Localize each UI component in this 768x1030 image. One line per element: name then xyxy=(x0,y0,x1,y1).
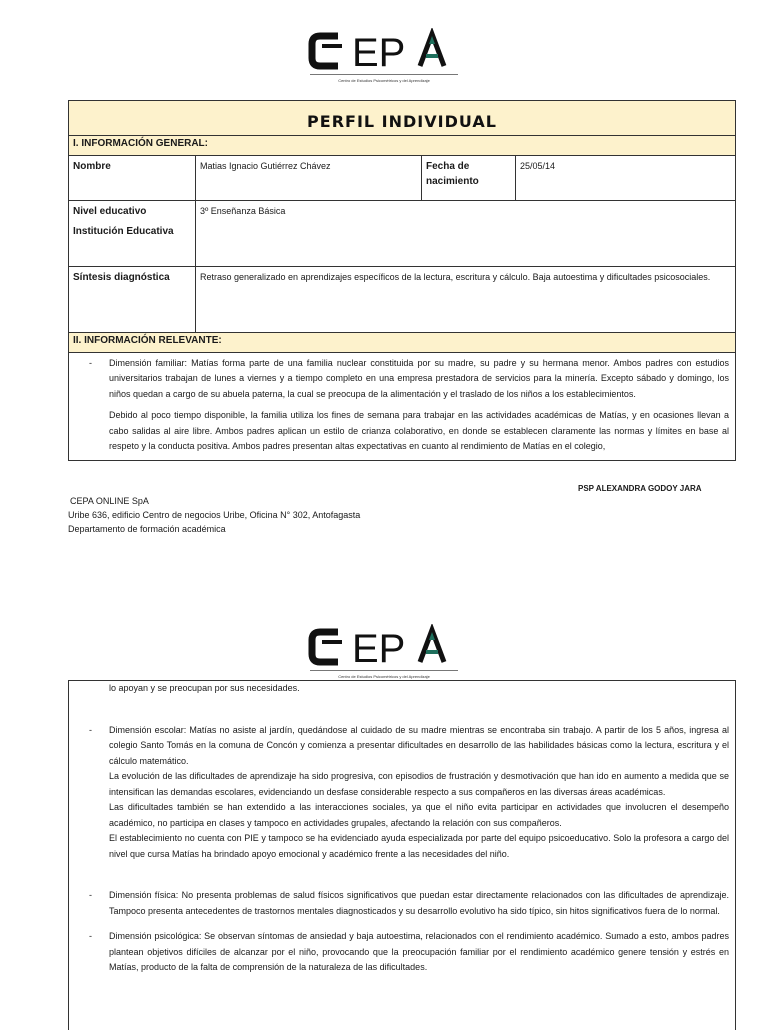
cepa-logo-mark-page2 xyxy=(308,624,460,670)
bullet-dash: - xyxy=(89,724,92,735)
general-info-table xyxy=(69,156,735,333)
name-label-cell xyxy=(69,156,196,200)
family-paragraph-1: Dimensión familiar: Matías forma parte de una familia nuclear constituida por su madre, su padre y su hermana menor. Ambos padres con estudios universitarios trabajan de lunes a viernes y a tiempo completo en una empresa prestadora de servicios para la minería. Excepto sábado y domingo, los niños quedan a cargo de su abuela paterna, la cual se preocupa de la alimentación y el traslado de los niños a los establecimientos. xyxy=(109,357,729,399)
family-paragraph-2: Debido al poco tiempo disponible, la familia utiliza los fines de semana para trabajar en las actividades académicas de Matías, y en ocasiones llevan a cabo salidas al aire libre. Ambos padres aplican un estilo de crianza colaborativo, en donde se establecen claramente las normas y límites en base al respeto y la conducta positiva. Ambos padres presentan altas expectativas en cuanto al rendimiento de Matías en el colegio, xyxy=(109,410,729,451)
synthesis-label: Síntesis diagnóstica xyxy=(73,271,170,283)
logo-subtitle: Centro de Estudios Psicométricos y del Aprendizaje xyxy=(338,78,430,83)
section-relevant-info: II. INFORMACIÓN RELEVANTE: xyxy=(69,333,735,353)
cepa-logo-page2 xyxy=(308,624,460,680)
footer-address: Uribe 636, edificio Centro de negocios Uribe, Oficina N° 302, Antofagasta xyxy=(68,510,361,520)
bullet-dash: - xyxy=(89,357,92,368)
bullet-dash: - xyxy=(89,890,92,900)
bullet-dash: - xyxy=(89,931,92,941)
svg-text:EP: EP xyxy=(352,31,406,74)
logo-subtitle-page2: Centro de Estudios Psicométricos y del Aprendizaje xyxy=(338,674,430,679)
school-paragraph-3: Las dificultades también se han extendido a las interacciones sociales, ya que el niño evita participar en actividades que involucren el desempeño académico, no participa en clases y tampoco en actividades grupales, afectando la relación con sus compañeros. xyxy=(109,802,729,828)
school-paragraph-2: La evolución de las dificultades de aprendizaje ha sido progresiva, con episodios de frustración y desmotivación que han ido en aumento a medida que se intensifican las demandas escolares, evidenciando un desfase considerable respecto a sus compañeros en las diversas áreas académicas. xyxy=(109,771,729,797)
school-dimension xyxy=(69,723,735,863)
family-dimension xyxy=(69,356,735,455)
level-label: Nivel educativo xyxy=(73,205,147,217)
cepa-logo-mark xyxy=(308,28,460,74)
continuation-frame xyxy=(68,680,736,1030)
school-paragraph-4: El establecimiento no cuenta con PIE y tampoco se ha evidenciado ayuda especializada por parte del equipo psicoeducativo. Solo la profesora a cargo del nivel que cursa Matías ha brindado apoyo emocional y académico frente a las necesidades del niño. xyxy=(109,833,729,859)
physical-dimension xyxy=(69,888,735,919)
institution-label: Institución Educativa xyxy=(73,225,174,237)
footer-company: CEPA ONLINE SpA xyxy=(70,496,149,506)
psychological-dimension xyxy=(69,929,735,976)
synthesis-value: Retraso generalizado en aprendizajes específicos de la lectura, escritura y cálculo. Baja autoestima y dificultades psicosociales. xyxy=(196,266,736,332)
synthesis-label-cell xyxy=(69,266,196,332)
name-label: Nombre xyxy=(73,161,111,172)
physical-paragraph: Dimensión física: No presenta problemas de salud físicos significativos que puedan estar directamente relacionados con las dificultades de aprendizaje. Tampoco presenta antecedentes de trastornos mentales diagnosticados y su desarrollo evolutivo ha sido típico, sin hitos significativos fuera de lo normal. xyxy=(109,890,729,916)
level-value: 3º Enseñanza Básica xyxy=(196,200,736,266)
signer-name: PSP ALEXANDRA GODOY JARA xyxy=(578,484,702,493)
footer-department: Departamento de formación académica xyxy=(68,524,226,534)
svg-text:EP: EP xyxy=(352,627,406,670)
logo-rule xyxy=(310,74,458,75)
dob-value: 25/05/14 xyxy=(516,156,736,200)
profile-frame xyxy=(68,100,736,461)
cepa-logo xyxy=(308,28,460,84)
continuation-content xyxy=(69,723,735,976)
section-general-info: I. INFORMACIÓN GENERAL: xyxy=(69,136,735,156)
relevant-info-content xyxy=(69,353,735,455)
dob-label: Fecha de nacimiento xyxy=(426,161,479,187)
profile-title: PERFIL INDIVIDUAL xyxy=(69,101,735,136)
logo-rule-page2 xyxy=(310,670,458,671)
school-paragraph-1: Dimensión escolar: Matías no asiste al jardín, quedándose al cuidado de su madre mientras se encontraba sin trabajo. A partir de los 5 años, ingresa al colegio Santo Tomás en la comuna de Concón y comienza a presentar dificultades en desarrollo de las habilidades básicas como la lectura, escritura y el cálculo matemático. xyxy=(109,724,729,766)
psychological-paragraph: Dimensión psicológica: Se observan síntomas de ansiedad y baja autoestima, relacionados con el rendimiento académico. Sumado a esto, ambos padres plantean objetivos difíciles de alcanzar por el niño, provocando que la preocupación familiar por el rendimiento académico genere tensión y estrés en Matías, producto de la falta de comprensión de la naturaleza de las dificultades. xyxy=(109,931,729,972)
level-label-cell xyxy=(69,200,196,266)
continuation-text: lo apoyan y se preocupan por sus necesidades. xyxy=(109,683,300,693)
name-value: Matias Ignacio Gutiérrez Chávez xyxy=(196,156,422,200)
dob-label-cell xyxy=(422,156,516,200)
